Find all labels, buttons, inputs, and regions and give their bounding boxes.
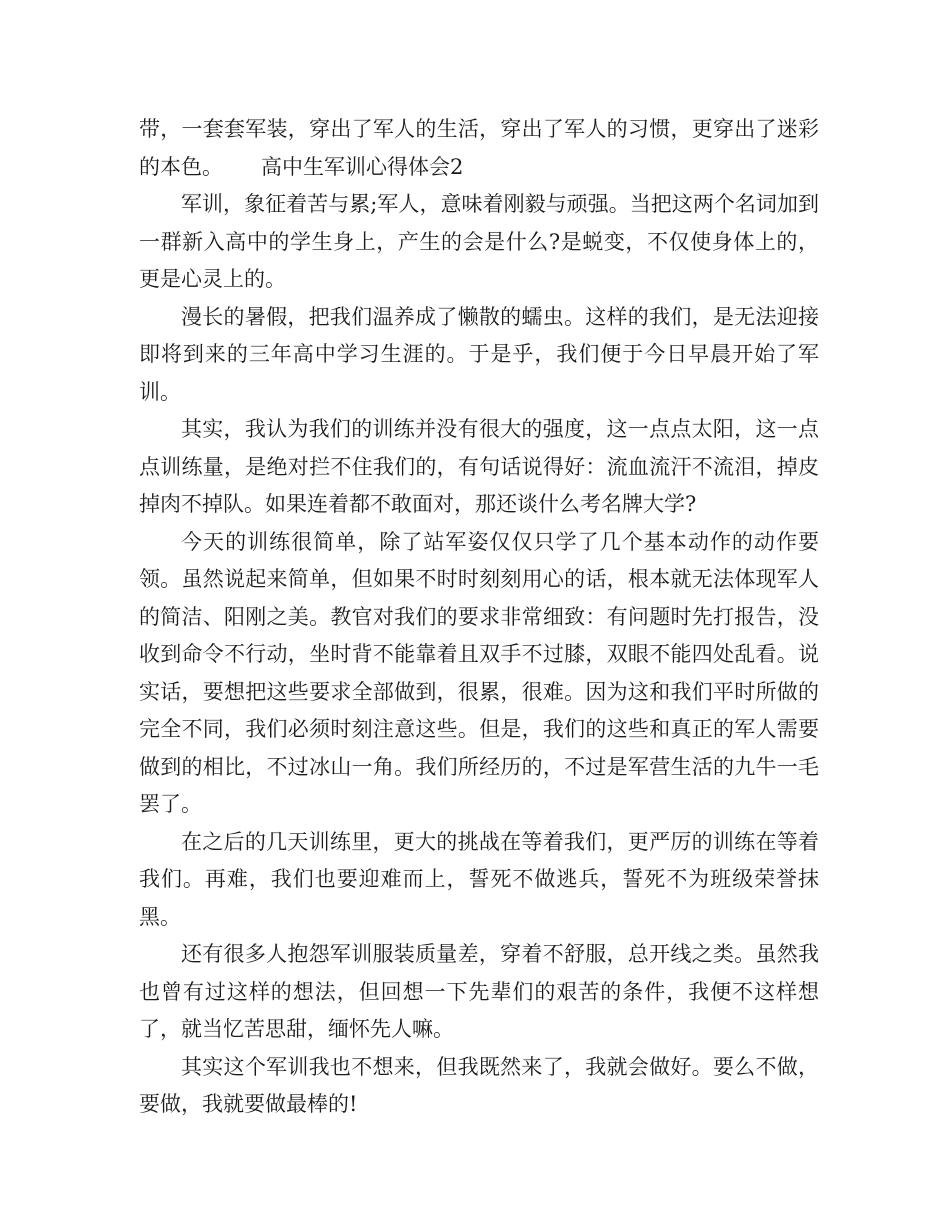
document-body: [139, 111, 819, 1124]
paragraph: 还有很多人抱怨军训服装质量差，穿着不舒服，总开线之类。虽然我也曾有过这样的想法，但回想一下先辈们的艰苦的条件，我便不这样想了，就当忆苦思甜，缅怀先人嘛。: [139, 942, 819, 1041]
paragraph: 在之后的几天训练里，更大的挑战在等着我们，更严厉的训练在等着我们。再难，我们也要迎难而上，誓死不做逃兵，誓死不为班级荣誉抹黑。: [139, 829, 819, 929]
paragraph: 军训，象征着苦与累;军人，意味着刚毅与顽强。当把这两个名词加到一群新入高中的学生身上，产生的会是什么?是蜕变，不仅使身体上的，更是心灵上的。: [139, 192, 819, 291]
paragraph: 其实，我认为我们的训练并没有很大的强度，这一点点太阳，这一点点训练量，是绝对拦不住我们的，有句话说得好：流血流汗不流泪，掉皮掉肉不掉队。如果连着都不敢面对，那还谈什么考名牌大学?: [139, 417, 819, 516]
paragraph-text: 带，一套套军装，穿出了军人的生活，穿出了军人的习惯，更穿出了迷彩的本色。: [139, 117, 819, 179]
paragraph: 漫长的暑假，把我们温养成了懒散的蠕虫。这样的我们，是无法迎接即将到来的三年高中学习生涯的。于是乎，我们便于今日早晨开始了军训。: [139, 304, 819, 404]
section-heading: 高中生军训心得体会2: [261, 154, 464, 179]
paragraph: 其实这个军训我也不想来，但我既然来了，我就会做好。要么不做，要做，我就要做最棒的!: [139, 1054, 819, 1116]
paragraph: 今天的训练很简单，除了站军姿仅仅只学了几个基本动作的动作要领。虽然说起来简单，但如果不时时刻刻用心的话，根本就无法体现军人的简洁、阳刚之美。教官对我们的要求非常细致：有问题时先打报告，没收到命令不行动，坐时背不能靠着且双手不过膝，双眼不能四处乱看。说实话，要想把这些要求全部做到，很累，很难。因为这和我们平时所做的完全不同，我们必须时刻注意这些。但是，我们的这些和真正的军人需要做到的相比，不过冰山一角。我们所经历的，不过是军营生活的九牛一毛罢了。: [139, 529, 819, 816]
paragraph-continuation: [139, 111, 819, 186]
